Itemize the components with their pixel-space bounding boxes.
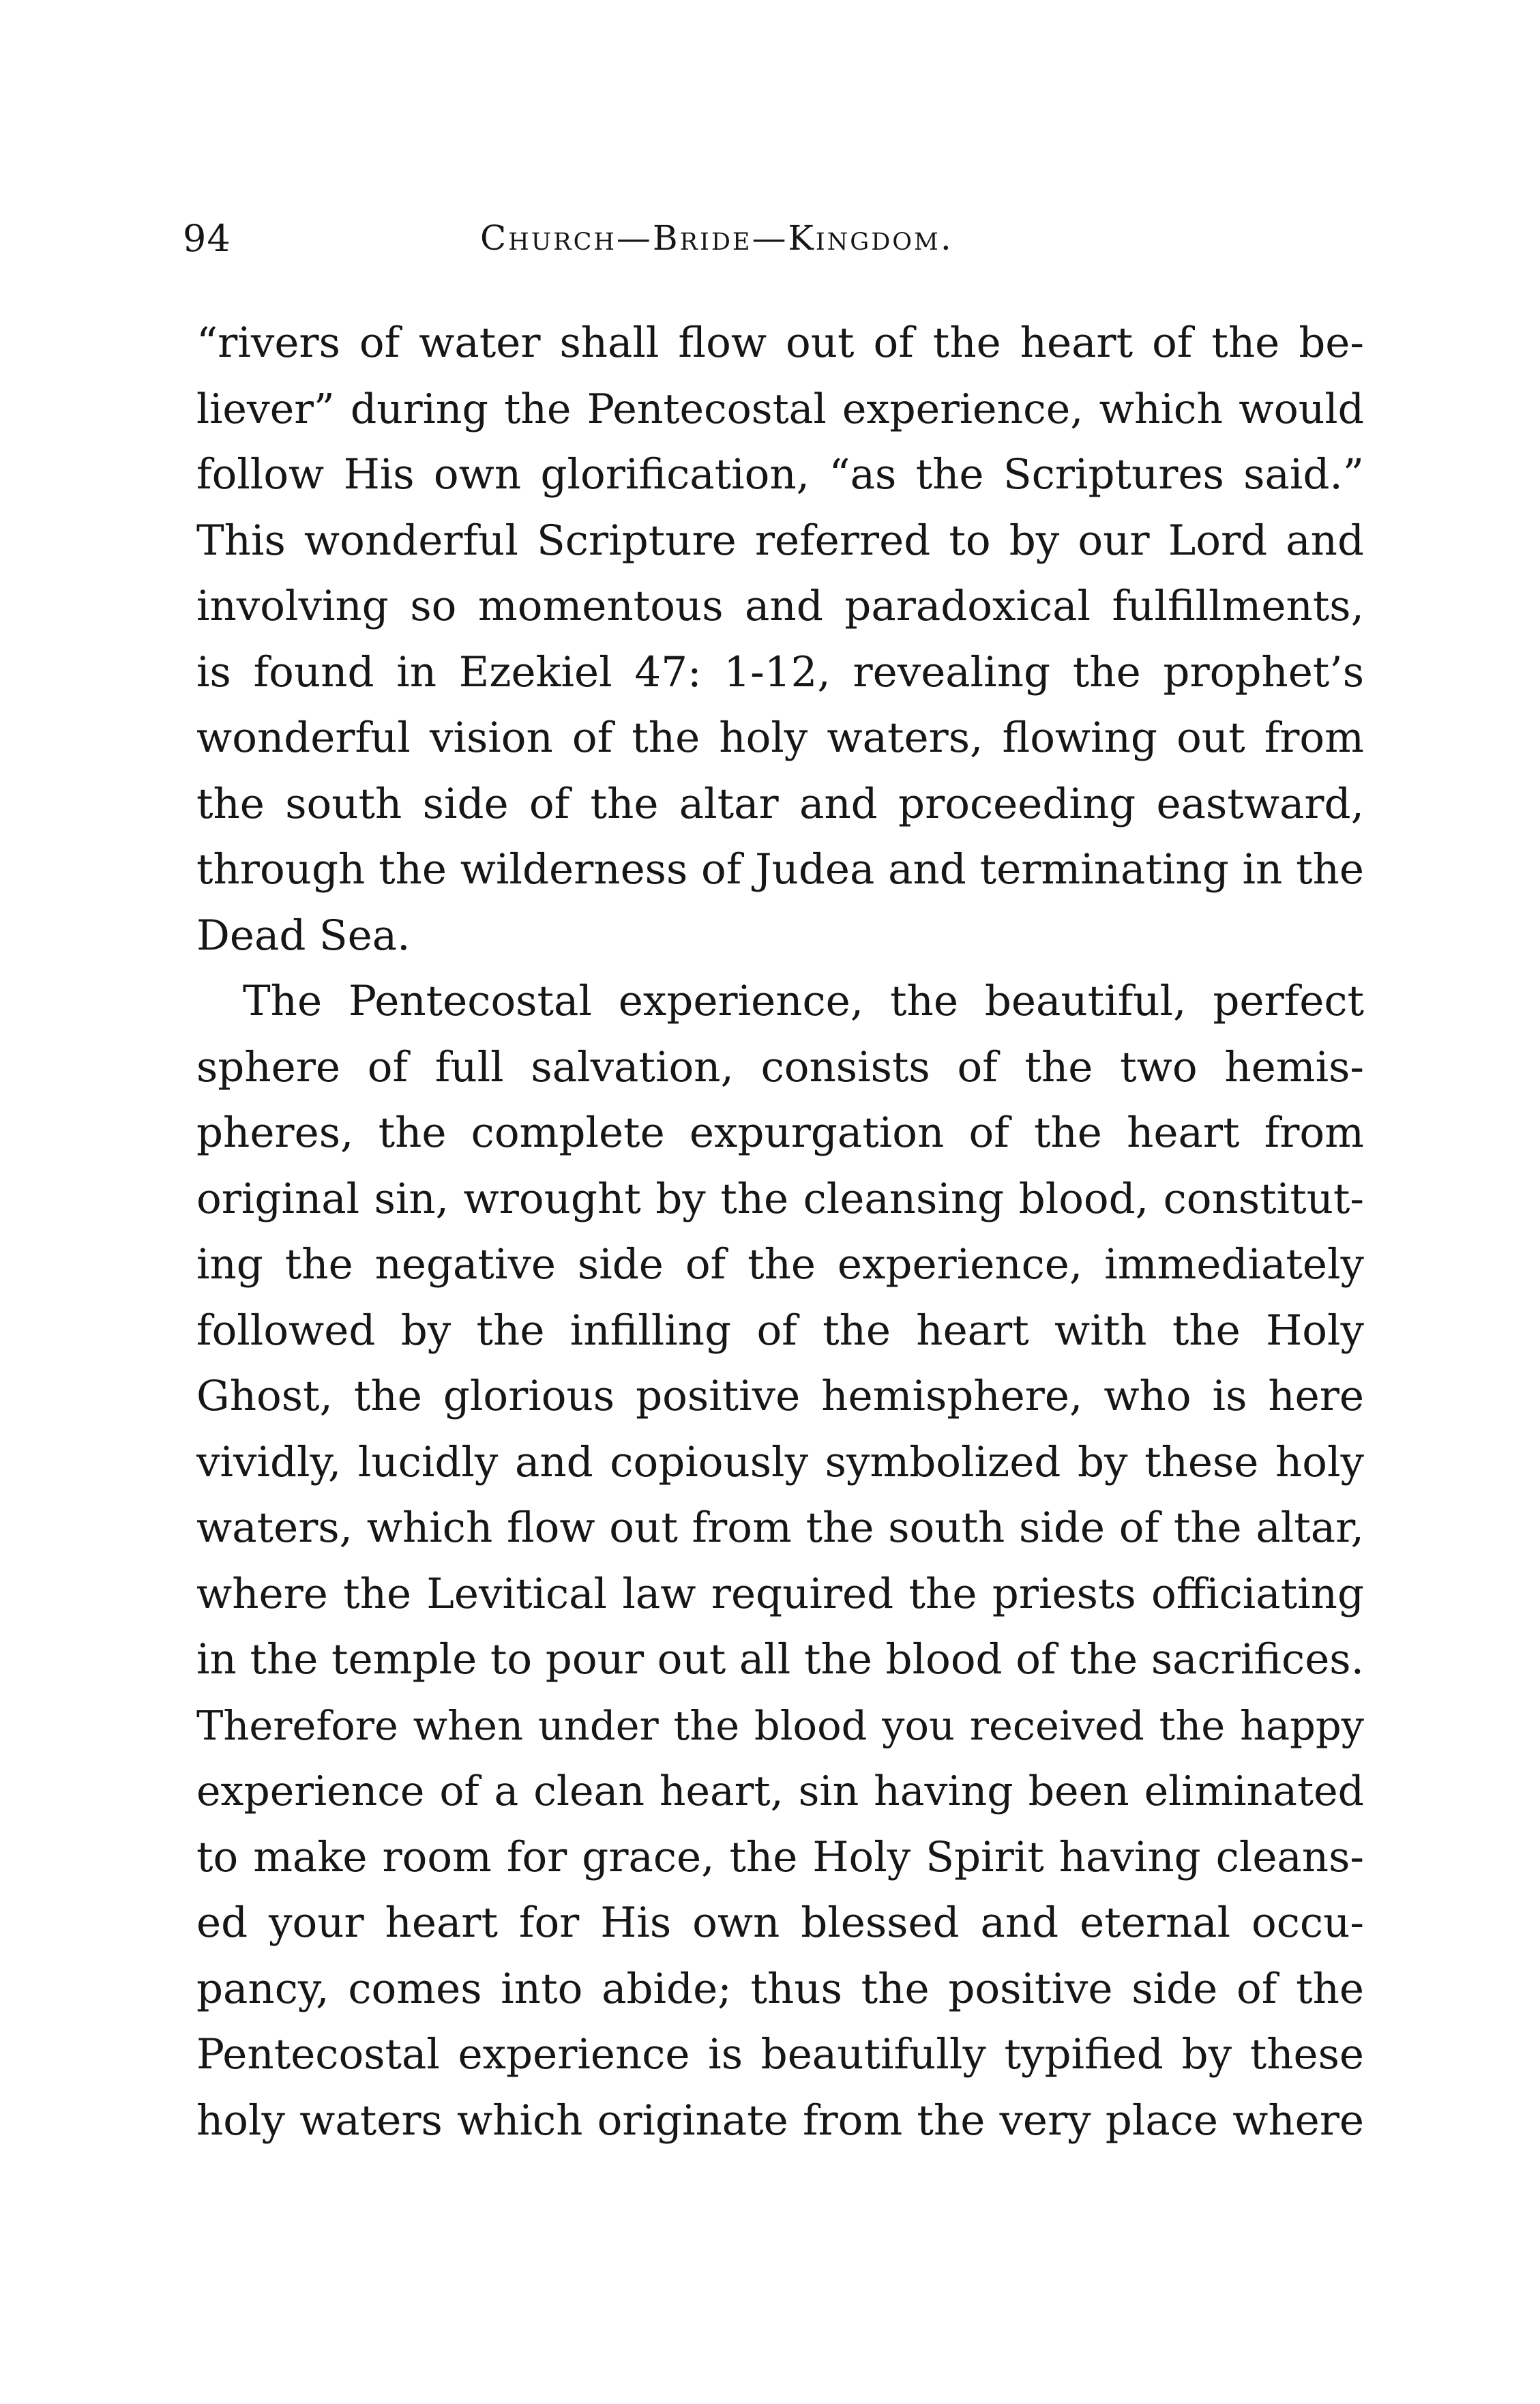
text-line: holy waters which originate from the very place where <box>196 2096 1364 2145</box>
text-line: follow His own glorification, “as the Scriptures said.” <box>196 450 1364 499</box>
text-line: “rivers of water shall flow out of the heart of the be- <box>196 319 1364 367</box>
text-line: This wonderful Scripture referred to by our Lord and <box>196 516 1364 565</box>
text-line: pancy, comes into abide; thus the positive side of the <box>196 1964 1364 2013</box>
text-line: liever” during the Pentecostal experience, which would <box>196 385 1364 433</box>
text-line: where the Levitical law required the priests officiating <box>196 1569 1364 1618</box>
text-line: Ghost, the glorious positive hemisphere, who is here <box>196 1372 1364 1420</box>
page-header <box>183 217 1369 278</box>
text-line: involving so momentous and paradoxical fulfillments, <box>196 582 1364 630</box>
text-line: original sin, wrought by the cleansing blood, constitut- <box>196 1174 1364 1223</box>
text-line: the south side of the altar and proceeding eastward, <box>196 779 1364 828</box>
text-line: is found in Ezekiel 47: 1-12, revealing the prophet’s <box>196 647 1364 697</box>
page-number: 94 <box>183 217 231 260</box>
running-head: Church—Bride—Kingdom. <box>480 218 953 258</box>
text-line: Therefore when under the blood you received the happy <box>196 1701 1364 1749</box>
text-line: vividly, lucidly and copiously symbolized by these holy <box>196 1437 1364 1486</box>
text-line: to make room for grace, the Holy Spirit having cleans- <box>196 1832 1364 1881</box>
text-line: wonderful vision of the holy waters, flowing out from <box>196 714 1364 762</box>
text-line: through the wilderness of Judea and terminating in the <box>196 845 1364 894</box>
text-line: ed your heart for His own blessed and eternal occu- <box>196 1899 1364 1947</box>
body-text <box>196 310 1364 2154</box>
text-line: Pentecostal experience is beautifully typified by these <box>196 2030 1364 2079</box>
text-line: waters, which flow out from the south side of the altar, <box>196 1504 1364 1552</box>
text-line: experience of a clean heart, sin having been eliminated <box>196 1768 1364 1815</box>
text-line: pheres, the complete expurgation of the heart from <box>196 1109 1364 1157</box>
text-line: followed by the infilling of the heart with the Holy <box>196 1306 1364 1355</box>
text-line: in the temple to pour out all the blood of the sacrifices. <box>196 1635 1364 1684</box>
text-line: The Pentecostal experience, the beautiful, perfect <box>243 977 1364 1025</box>
text-line: sphere of full salvation, consists of the two hemis- <box>196 1042 1364 1091</box>
text-line: Dead Sea. <box>196 911 411 960</box>
text-line: ing the negative side of the experience, immediately <box>196 1240 1364 1289</box>
